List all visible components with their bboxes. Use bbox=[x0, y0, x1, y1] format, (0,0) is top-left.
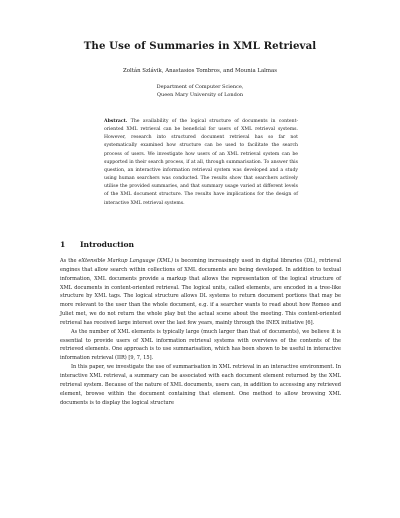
abstract-label: Abstract. bbox=[104, 119, 128, 124]
paragraph-1-rest: is becoming increasingly used in digital libraries (DL), retrieval engines that allow search within collections of XML documents are being developed. In addition to textual information, XML documents provide a markup that allows the representation of the logical structure of XML documents in content-oriented retrieval. The logical units, called elements, are encoded in a tree-like structure by XML tags. The logical structure allows DL systems to return document portions that may be more relevant to the user than the whole document, e.g. if a searcher wants to read about how Romeo and Juliet met, we do not return the whole play but the actual scene about the meeting. This content-oriented retrieval has received large interest over the last few years, mainly through the INEX initiative [6]. bbox=[60, 258, 341, 326]
author-list: Zoltán Szlávik, Anastasios Tombros, and Mounia Lalmas bbox=[123, 68, 277, 74]
abstract bbox=[104, 118, 298, 208]
paragraph-2: As the number of XML elements is typically large (much larger than that of documents), we believe it is essential to provide users of XML information retrieval systems with overviews of the contents of the retrieved elements. One approach is to use summarisation, which has been shown to be useful in interactive information retrieval (IIR) [9, 7, 15]. bbox=[60, 328, 341, 362]
paragraph-1 bbox=[60, 257, 341, 328]
affiliation-university: Queen Mary University of London bbox=[156, 92, 244, 98]
section-heading bbox=[60, 240, 134, 249]
abstract-text: The availability of the logical structure of documents in content-oriented XML retrieval can be beneficial for users of XML retrieval systems. However, research into structured document retrieval has so far not systematically examined how structure can be used to facilitate the search process of users. We investigate how users of an XML retrieval system can be supported in their search process, if at all, through summarisation. To answer this question, an interactive information retrieval system was developed and a study using human searchers was conducted. The results show that searchers actively utilise the provided summaries, and that summary usage varied at different levels of the XML document structure. The results have implications for the design of interactive XML retrieval systems. bbox=[104, 119, 298, 206]
body-text bbox=[60, 257, 341, 407]
xml-term: eXtensible Markup Language (XML) bbox=[78, 258, 173, 264]
affiliation-department: Department of Computer Science, bbox=[156, 84, 244, 90]
paragraph-3: In this paper, we investigate the use of summarisation in XML retrieval in an interactive environment. In interactive XML retrieval, a summary can be associated with each document element returned by the XML retrieval system. Because of the nature of XML documents, users can, in addition to accessing any retrieved element, browse within the document containing that element. One method to allow browsing XML documents is to display the logical structure bbox=[60, 364, 341, 406]
section-number: 1 bbox=[60, 240, 66, 249]
paper-title: The Use of Summaries in XML Retrieval bbox=[83, 40, 317, 52]
paragraph-1-start: As the bbox=[60, 258, 79, 264]
section-title: Introduction bbox=[80, 240, 135, 249]
